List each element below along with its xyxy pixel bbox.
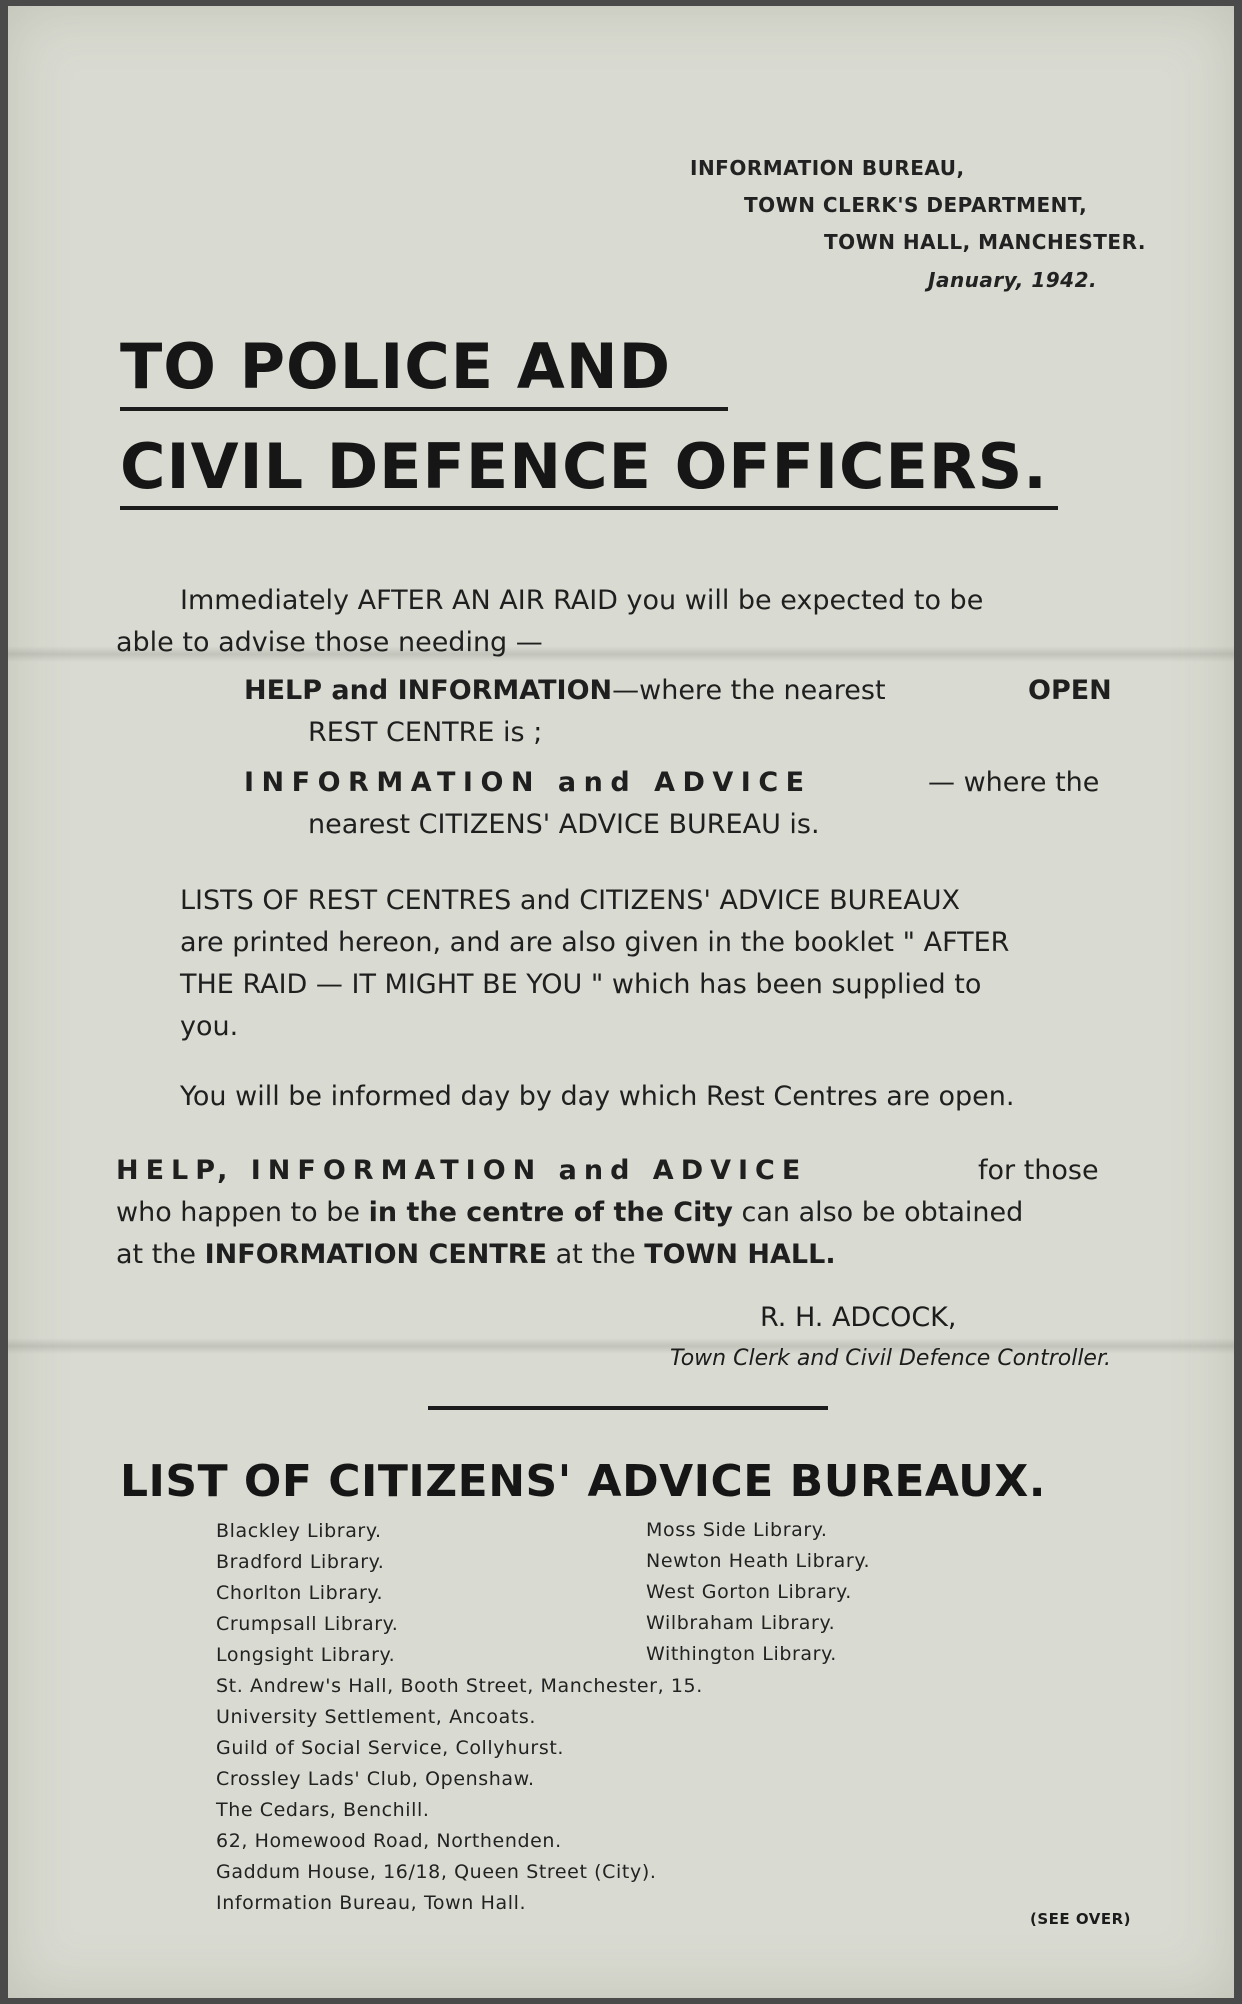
list-item: University Settlement, Ancoats.: [216, 1706, 537, 1728]
final-spaced-label: HELP, INFORMATION and ADVICE: [116, 1155, 808, 1186]
list-title: LIST OF CITIZENS' ADVICE BUREAUX.: [120, 1456, 1046, 1507]
final-line-3-a: at the: [116, 1239, 197, 1270]
title-line-1: TO POLICE AND: [120, 330, 672, 403]
signature-name: R. H. ADCOCK,: [760, 1302, 957, 1333]
list-item: Bradford Library.: [216, 1551, 385, 1573]
title-underline-1: [120, 407, 728, 411]
final-for-those: for those: [978, 1155, 1099, 1186]
list-item: Blackley Library.: [216, 1520, 382, 1542]
header-line-1: INFORMATION BUREAU,: [690, 156, 965, 180]
header-line-3: TOWN HALL, MANCHESTER.: [824, 230, 1146, 254]
lists-line-4: you.: [180, 1011, 239, 1042]
lists-line-3: THE RAID — IT MIGHT BE YOU " which has been supplied to: [180, 969, 982, 1000]
title-line-2: CIVIL DEFENCE OFFICERS.: [120, 430, 1048, 503]
list-item: The Cedars, Benchill.: [216, 1799, 430, 1821]
list-item: Moss Side Library.: [646, 1519, 828, 1541]
final-line-3-b: INFORMATION CENTRE: [204, 1239, 548, 1270]
list-item: St. Andrew's Hall, Booth Street, Manchester, 15.: [216, 1675, 703, 1697]
final-line-3-c: at the: [555, 1239, 636, 1270]
list-item: Information Bureau, Town Hall.: [216, 1892, 527, 1914]
list-item: Wilbraham Library.: [646, 1612, 836, 1634]
header-line-2: TOWN CLERK'S DEPARTMENT,: [744, 193, 1088, 217]
signature-title: Town Clerk and Civil Defence Controller.: [670, 1346, 1111, 1371]
final-line-2-a: who happen to be: [116, 1197, 360, 1228]
list-item: Newton Heath Library.: [646, 1550, 871, 1572]
list-item: Guild of Social Service, Collyhurst.: [216, 1737, 565, 1759]
see-over-note: (SEE OVER): [1030, 1910, 1131, 1928]
lists-line-2: are printed hereon, and are also given in the booklet " AFTER: [180, 927, 1010, 958]
list-item: Longsight Library.: [216, 1644, 396, 1666]
final-line-2: [116, 1192, 1023, 1234]
title-underline-2: [120, 506, 1058, 510]
final-line-3: [116, 1234, 836, 1276]
list-item: Chorlton Library.: [216, 1582, 384, 1604]
final-line-2-b: in the centre of the City: [368, 1197, 733, 1228]
info-advice-text: — where the: [928, 767, 1100, 798]
help-label: HELP and INFORMATION: [244, 675, 613, 706]
open-label: OPEN: [1028, 675, 1112, 706]
header-date: January, 1942.: [928, 268, 1098, 292]
final-line-2-c: can also be obtained: [741, 1197, 1024, 1228]
section-divider: [428, 1406, 828, 1410]
para-1-line-2: able to advise those needing —: [116, 627, 543, 658]
list-item: Withington Library.: [646, 1643, 837, 1665]
help-line: [244, 670, 886, 712]
list-item: Crumpsall Library.: [216, 1613, 399, 1635]
final-line-3-d: TOWN HALL.: [644, 1239, 836, 1270]
info-advice-label: INFORMATION and ADVICE: [244, 767, 812, 798]
informed-line: You will be informed day by day which Rest Centres are open.: [180, 1081, 1015, 1112]
list-item: Gaddum House, 16/18, Queen Street (City).: [216, 1861, 657, 1883]
document-sheet: [8, 6, 1234, 1998]
list-item: West Gorton Library.: [646, 1581, 852, 1603]
para-1-line-1: Immediately AFTER AN AIR RAID you will be expected to be: [180, 585, 984, 616]
list-item: 62, Homewood Road, Northenden.: [216, 1830, 562, 1852]
help-text: —where the nearest: [612, 675, 886, 706]
lists-line-1: LISTS OF REST CENTRES and CITIZENS' ADVICE BUREAUX: [180, 885, 960, 916]
list-item: Crossley Lads' Club, Openshaw.: [216, 1768, 535, 1790]
citizens-line: nearest CITIZENS' ADVICE BUREAU is.: [308, 809, 820, 840]
rest-centre-line: REST CENTRE is ;: [308, 717, 543, 748]
